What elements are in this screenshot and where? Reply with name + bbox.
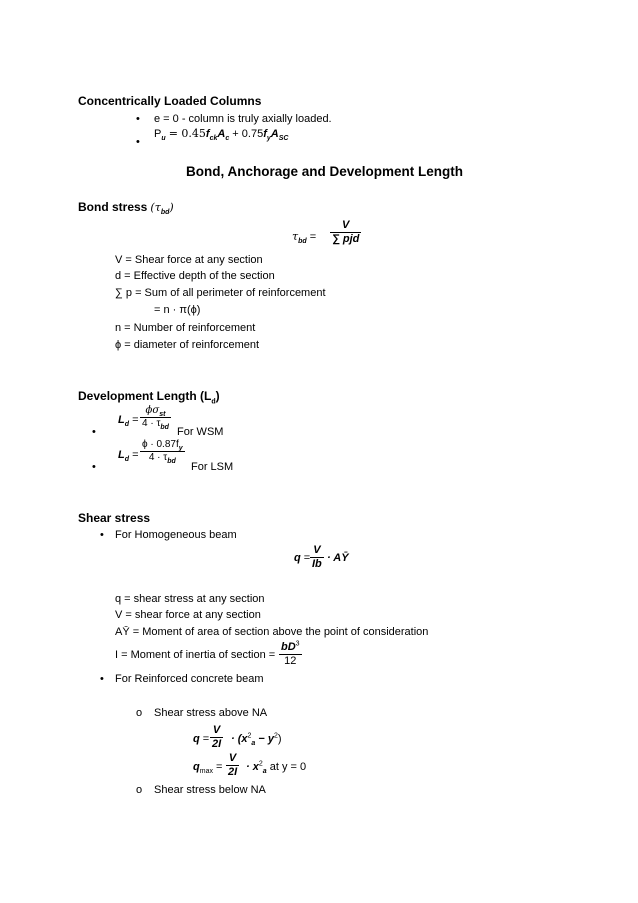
q-formula-rhs [231,732,282,748]
wsm-label: For WSM [177,426,224,438]
qmax-formula-lhs [193,761,223,776]
q-rhs-mid: − y [255,733,274,745]
lsm-num-sub: y [178,445,183,452]
lsm-fraction [140,440,185,463]
qmax-numerator: V [228,752,237,764]
columns-item-axial: e = 0 - column is truly axially loaded. [154,113,332,125]
shear-formula-rhs: · AȲ [327,552,349,564]
wsm-denominator [140,419,171,429]
pu-sub: u [161,135,166,143]
q-rhs-sup: 2 [247,732,252,740]
tau-sub: bd [298,238,307,246]
bond-section-title: Bond, Anchorage and Development Length [186,164,464,179]
q-equals: = [202,733,210,745]
shear-heading: Shear stress [78,511,151,525]
shear-numerator: V [313,544,321,556]
q-rhs-close: ) [277,733,282,745]
qmax-rhs-text: · x [246,761,259,773]
bond-def-n: n = Number of reinforcement [115,322,256,334]
sub-bullet-icon: o [136,784,143,796]
qmax-symbol: q [193,761,200,773]
shear-def-i: I = Moment of inertia of section = [115,649,276,661]
shear-def-v: V = shear force at any section [115,609,261,621]
q-formula-lhs [193,734,209,745]
lsm-den-sub: bd [167,458,176,465]
bullet-icon: • [100,529,104,541]
lsm-denominator [140,453,185,463]
ac-symbol: A [217,128,226,140]
wsm-fraction [140,406,171,429]
bullet-icon: • [92,461,96,473]
tau-symbol: τ [292,230,299,243]
qmax-sub: max [199,768,213,776]
bond-def-phi: ϕ = diameter of reinforcement [115,339,260,351]
q-rhs-sup2: 2 [273,732,278,740]
bond-heading-sub: bd [160,209,170,217]
lsm-den-text: 4 · τ [148,452,168,463]
bond-formula-fraction [330,220,361,245]
bullet-icon: • [92,426,96,438]
shear-def-q: q = shear stress at any section [115,593,265,605]
q-symbol: q [193,733,200,745]
qmax-equals: = [216,761,223,773]
development-heading-sub: d [211,398,216,406]
pu-symbol: P [154,128,162,140]
shear-below-na: Shear stress below NA [154,784,266,796]
development-heading-text: Development Length (L [78,389,212,403]
bullet-icon: • [100,673,104,685]
pu-equals: = 0.45 [168,127,206,140]
bullet-icon: • [136,136,140,148]
inertia-num-sup: 3 [295,640,300,648]
bond-formula-denominator: ∑ pjd [332,233,360,245]
ld-sub: d [124,456,130,464]
wsm-den-sub: bd [160,424,169,431]
bond-formula-equals: = [309,231,317,243]
wsm-formula-lhs [118,414,139,429]
qmax-rhs-sup: 2 [258,760,263,768]
shear-above-na: Shear stress above NA [154,707,268,719]
q-rhs-text: · (x [231,733,248,745]
bond-def-p-expansion: = n · π(ϕ) [154,304,201,316]
development-heading [78,389,220,406]
bond-heading-text: Bond stress [78,200,148,214]
inertia-fraction [279,642,302,667]
inertia-numerator [279,642,302,653]
ac-sub: c [225,135,230,143]
shear-rc-item: For Reinforced concrete beam [115,673,264,685]
qmax-note: at y = 0 [269,761,307,773]
bond-def-p: ∑ p = Sum of all perimeter of reinforcement [115,287,326,299]
lsm-label: For LSM [191,461,234,473]
inertia-denominator: 12 [284,655,297,667]
q-fraction [210,725,223,750]
bond-formula-lhs [292,230,317,246]
sub-bullet-icon: o [136,707,143,719]
columns-heading: Concentrically Loaded Columns [78,94,262,108]
ld-sub: d [124,421,130,429]
qmax-rhs-sub: a [262,768,267,776]
shear-def-ay: AȲ = Moment of area of section above the point of consideration [115,626,429,638]
shear-formula-fraction [310,545,324,570]
bond-heading-symbol: (τ [150,201,161,214]
development-heading-close: ) [215,389,220,403]
fy-sub: y [266,135,271,143]
lsm-numerator [140,440,185,450]
wsm-equals: = [132,414,139,426]
fck-sub: ck [209,135,218,143]
bond-formula-numerator: V [342,219,350,231]
wsm-numerator [140,406,171,416]
shear-denominator: Ib [312,558,322,570]
q-rhs-sub: a [251,740,256,748]
asc-sub: SC [278,135,289,143]
lsm-equals: = [132,449,139,461]
fy-symbol: f [263,128,267,140]
wsm-den-text: 4 · τ [142,418,161,429]
lsm-formula-lhs [118,449,139,464]
pu-plus: + 0.75 [232,128,264,140]
wsm-num-text: ϕσ [145,405,160,416]
bond-def-v: V = Shear force at any section [115,254,263,266]
shear-formula-lhs [294,553,310,564]
q-denominator: 2I [212,738,222,750]
bullet-icon: • [136,113,140,125]
fck-symbol: f [205,128,210,140]
bond-def-d: d = Effective depth of the section [115,270,275,282]
qmax-denominator: 2I [228,766,238,778]
asc-symbol: A [270,128,279,140]
shear-formula-equals: = [303,552,311,564]
ld-symbol: L [118,414,125,426]
q-numerator: V [212,724,221,736]
bond-heading-close: ) [169,201,174,214]
qmax-fraction [226,753,239,778]
lsm-num-text: ϕ · 0.87f [142,439,179,450]
qmax-formula-rhs [246,760,307,776]
wsm-num-sub: st [159,411,166,418]
ld-symbol: L [118,449,125,461]
shear-homogeneous-item: For Homogeneous beam [115,529,237,541]
q-symbol: q [294,552,301,564]
bond-heading [78,200,174,217]
columns-item-pu-formula [154,127,289,143]
inertia-num-text: bD [281,641,296,653]
